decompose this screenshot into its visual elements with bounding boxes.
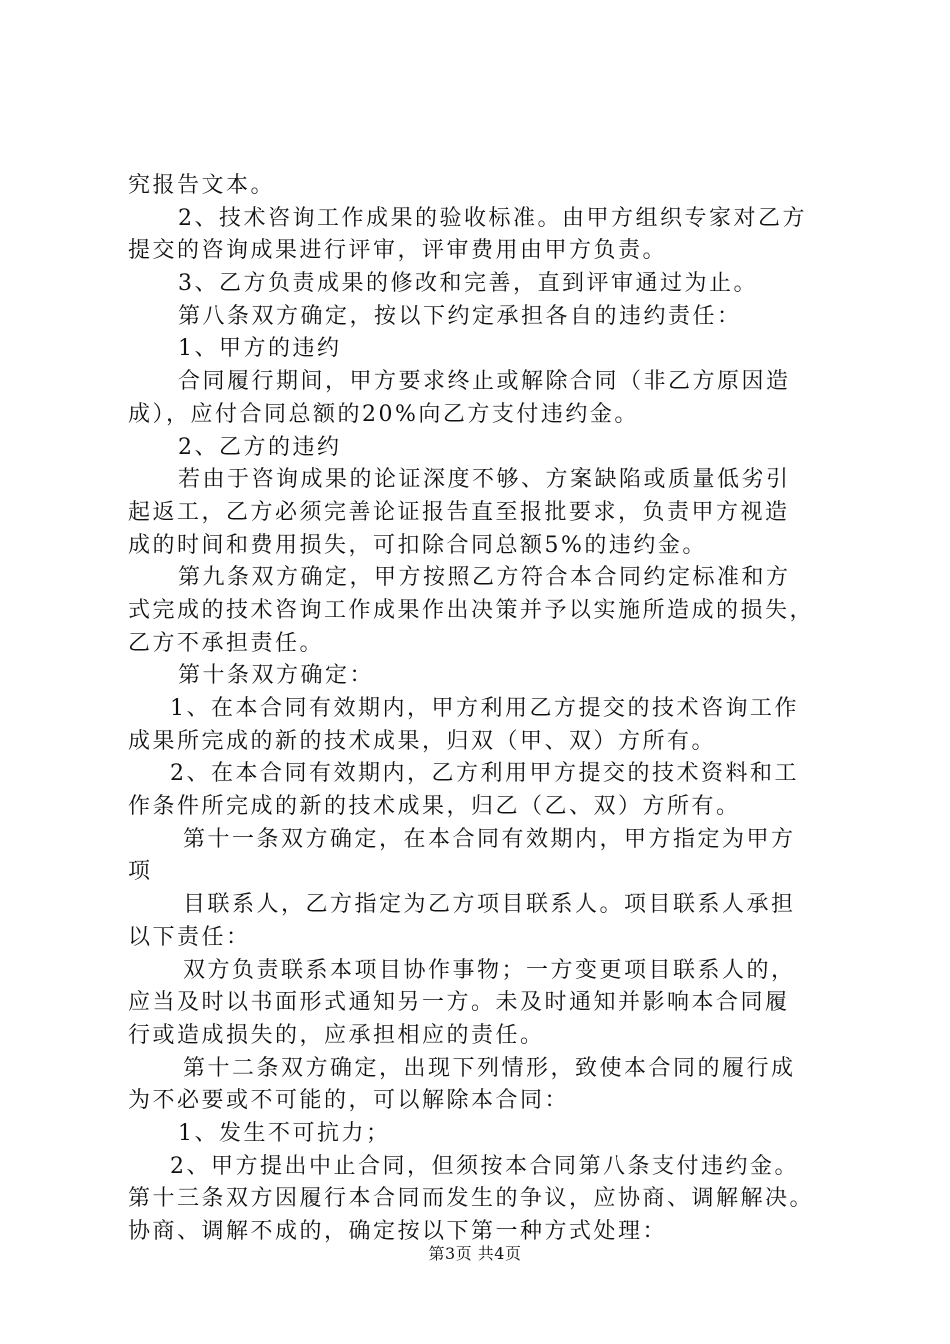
text-line: 2、技术咨询工作成果的验收标准。由甲方组织专家对乙方 xyxy=(178,205,807,231)
text-line: 成果所完成的新的技术成果，归双（甲、双）方所有。 xyxy=(128,728,717,754)
text-line: 1、甲方的违约 xyxy=(178,336,342,362)
text-line: 2、在本合同有效期内，乙方利用甲方提交的技术资料和工 xyxy=(170,761,799,787)
text-line: 行或造成损失的，应承担相应的责任。 xyxy=(128,1022,545,1048)
text-line: 为不必要或不可能的，可以解除本合同： xyxy=(128,1088,570,1114)
text-line: 第十一条双方确定，在本合同有效期内，甲方指定为甲方 xyxy=(183,826,796,852)
text-line: 1、在本合同有效期内，甲方利用乙方提交的技术咨询工作 xyxy=(170,696,799,721)
page-number-footer: 第3页 共4页 xyxy=(428,1244,522,1263)
text-line: 3、乙方负责成果的修改和完善，直到评审通过为止。 xyxy=(178,271,758,297)
text-line: 应当及时以书面形式通知另一方。未及时通知并影响本合同履 xyxy=(128,990,790,1016)
text-line: 协商、调解不成的，确定按以下第一种方式处理： xyxy=(128,1219,668,1244)
text-line: 作条件所完成的新的技术成果，归乙（乙、双）方所有。 xyxy=(128,794,741,820)
text-line: 第八条双方确定，按以下约定承担各自的违约责任： xyxy=(178,303,742,329)
text-line: 2、甲方提出中止合同，但须按本合同第八条支付违约金。 xyxy=(170,1153,799,1179)
text-line: 第十条双方确定： xyxy=(178,663,375,689)
text-line: 目联系人，乙方指定为乙方项目联系人。项目联系人承担 xyxy=(183,892,796,918)
text-line: 第十二条双方确定，出现下列情形，致使本合同的履行成 xyxy=(183,1055,796,1081)
text-line: 2、乙方的违约 xyxy=(178,434,342,460)
text-line: 第九条双方确定，甲方按照乙方符合本合同约定标准和方 xyxy=(178,565,791,591)
text-line: 究报告文本。 xyxy=(128,173,276,198)
text-line: 提交的咨询成果进行评审，评审费用由甲方负责。 xyxy=(128,238,668,264)
text-line: 成），应付合同总额的20%向乙方支付违约金。 xyxy=(128,401,639,427)
contract-body-text xyxy=(128,170,838,1249)
text-line: 项 xyxy=(128,859,153,885)
text-line: 式完成的技术咨询工作成果作出决策并予以实施所造成的损失， xyxy=(128,597,815,623)
text-line: 若由于咨询成果的论证深度不够、方案缺陷或质量低劣引 xyxy=(178,467,791,493)
text-line: 1、发生不可抗力； xyxy=(178,1120,391,1146)
text-line: 乙方不承担责任。 xyxy=(128,630,325,656)
text-line: 以下责任： xyxy=(128,924,251,950)
text-line: 第十三条双方因履行本合同而发生的争议，应协商、调解解决。 xyxy=(128,1186,815,1212)
text-line: 合同履行期间，甲方要求终止或解除合同（非乙方原因造 xyxy=(178,369,791,395)
text-line: 双方负责联系本项目协作事物；一方变更项目联系人的， xyxy=(183,957,796,983)
text-line: 起返工，乙方必须完善论证报告直至报批要求，负责甲方视造 xyxy=(128,499,790,525)
text-line: 成的时间和费用损失，可扣除合同总额5%的违约金。 xyxy=(128,532,707,558)
